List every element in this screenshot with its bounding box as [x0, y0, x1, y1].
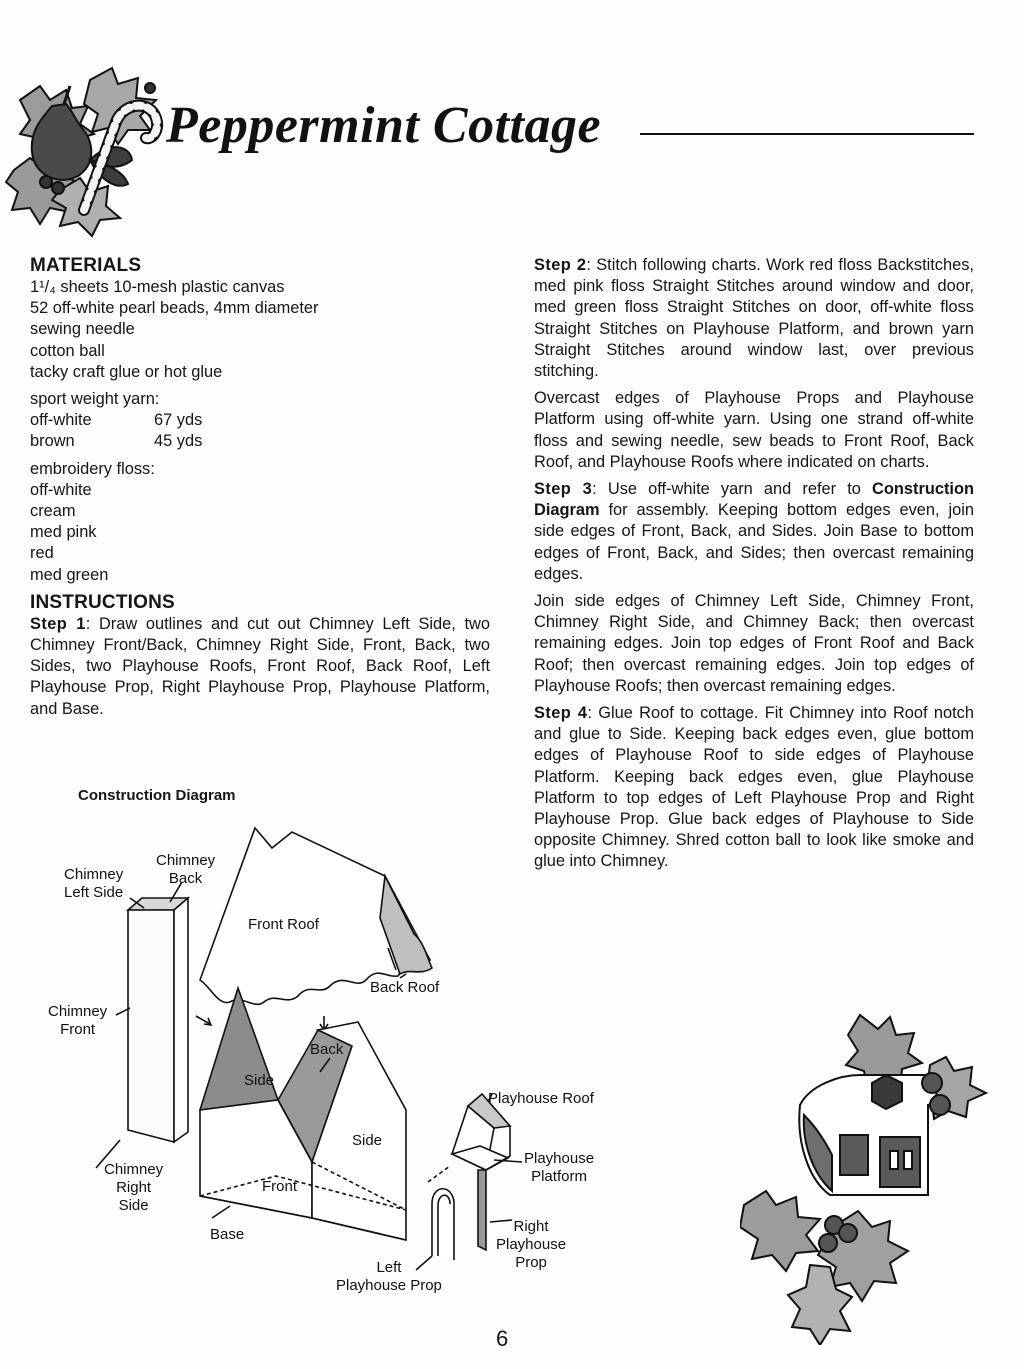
page-title: Peppermint Cottage — [166, 97, 602, 154]
door-icon — [880, 1137, 920, 1187]
holly-berry-icon — [839, 1224, 857, 1242]
right-column — [534, 255, 974, 879]
diagram-title: Construction Diagram — [78, 787, 236, 804]
construction-diagram — [40, 810, 640, 1310]
holly-berry-icon — [922, 1073, 942, 1093]
title-underline — [640, 133, 974, 135]
label-chimney-left-side: Chimney Left Side — [64, 866, 124, 901]
label-side-right: Side — [352, 1132, 383, 1149]
step-4-text: : Glue Roof to cottage. Fit Chimney into Roof notch and glue to Side. Keeping back edges even, glue bottom edges of Playhouse Roof to side edges of Playhouse Platform. Keeping back edges even, glue Playhouse Platform to top edges of Left Playhouse Prop and Right Playhouse Prop. Glue back edges of Playhouse to Side opposite Chimney. Shred cotton ball to look like smoke and glue into Chimney. — [534, 704, 974, 871]
holly-berry-icon — [52, 182, 64, 194]
step-2-paragraph-2: Overcast edges of Playhouse Props and Playhouse Platform using off-white yarn. Using one strand off-white floss and sewing needle, sew beads to Front Roof, Back Roof, and Playhouse Roofs where indicated on charts. — [534, 389, 974, 471]
label-front: Front — [262, 1178, 298, 1195]
label-chimney-front: Chimney Front — [48, 1003, 108, 1038]
holly-berry-icon — [145, 83, 155, 93]
yarn-qty: 45 yds — [154, 432, 203, 451]
step-2-text: : Stitch following charts. Work red floss Backstitches, med pink floss Straight Stitches around window and door, med green floss Straight Stitches on door, off-white floss Straight Stitches on Playhouse Platform, and brown yarn Straight Stitches around window last, over previous stitching. — [534, 256, 974, 381]
label-side-left: Side — [244, 1072, 275, 1089]
label-playhouse-roof: Playhouse Roof — [488, 1090, 594, 1107]
yarn-heading: sport weight yarn: — [30, 390, 160, 409]
floss-heading: embroidery floss: — [30, 459, 155, 478]
holly-berry-icon — [40, 176, 52, 188]
chimney-icon — [872, 1075, 902, 1109]
step-1-label: Step 1 — [30, 614, 86, 633]
right-prop-shape — [478, 1170, 486, 1250]
yarn-name: brown — [30, 432, 75, 451]
material-item: 1¹/₄ sheets 10-mesh plastic canvas — [30, 278, 285, 296]
step-1-text: : Draw outlines and cut out Chimney Left Side, two Chimney Front/Back, Chimney Right Side, Front, Back, two Sides, two Playhouse Roofs, Front Roof, Back Roof, Left Playhouse Prop, Right Playhouse Prop, Playhouse Platform, and Base. — [30, 614, 490, 718]
construction-diagram-ref: Construction Diagram — [534, 480, 974, 520]
window-icon — [840, 1135, 868, 1175]
left-column — [30, 255, 490, 726]
step-3-text-b: for assembly. Keeping bottom edges even, join side edges of Front, Back, and Sides. Join Base to bottom edges of Front, Back, and Sides; then overcast remaining edges. — [534, 501, 974, 583]
step-4-label: Step 4 — [534, 704, 588, 723]
holly-cottage-illustration — [740, 1005, 990, 1345]
step-2-paragraph — [534, 255, 974, 382]
label-back-roof: Back Roof — [370, 979, 440, 996]
label-left-playhouse-prop: Left Playhouse Prop — [336, 1259, 442, 1294]
left-prop-shape — [432, 1189, 454, 1260]
page-number: 6 — [496, 1326, 509, 1351]
step-3-paragraph-2: Join side edges of Chimney Left Side, Chimney Front, Chimney Right Side, and Chimney Back; then overcast remaining edges. Join top edges of Front Roof and Back Roof; then overcast remaining edges. Join top edges of Playhouse Roofs; then overcast remaining edges. — [534, 592, 974, 695]
yarn-qty: 67 yds — [154, 411, 203, 430]
instructions-heading: INSTRUCTIONS — [30, 591, 175, 613]
yarn-row — [30, 410, 490, 431]
material-item: tacky craft glue or hot glue — [30, 362, 223, 381]
step-1-paragraph — [30, 614, 490, 720]
holly-leaf-icon — [740, 1191, 820, 1271]
label-back: Back — [310, 1041, 344, 1058]
material-item: sewing needle — [30, 320, 135, 339]
label-right-playhouse-prop: Right Playhouse Prop — [496, 1218, 567, 1271]
floss-item: cream — [30, 502, 76, 521]
label-playhouse-platform: Playhouse Platform — [524, 1150, 595, 1185]
step-3-label: Step 3 — [534, 480, 593, 499]
material-item: 52 off-white pearl beads, 4mm diameter — [30, 299, 319, 318]
floss-item: red — [30, 544, 54, 563]
materials-heading: MATERIALS — [30, 255, 142, 276]
yarn-name: off-white — [30, 411, 92, 430]
material-item: cotton ball — [30, 341, 105, 360]
step-3-text: : Use off-white yarn and refer to — [592, 480, 873, 499]
yarn-row — [30, 431, 490, 452]
holly-berry-icon — [819, 1234, 837, 1252]
floss-item: med green — [30, 565, 109, 584]
chimney-shape — [128, 898, 188, 1142]
step-2-label: Step 2 — [534, 256, 587, 274]
label-chimney-back: Chimney Back — [156, 852, 216, 887]
house-shape — [200, 988, 406, 1240]
label-front-roof: Front Roof — [248, 916, 319, 933]
holly-berry-icon — [930, 1095, 950, 1115]
step-3-paragraph — [534, 479, 974, 585]
floss-item: med pink — [30, 523, 97, 542]
label-base: Base — [210, 1226, 245, 1243]
label-chimney-right-side: Chimney Right Side — [104, 1161, 164, 1214]
floss-item: off-white — [30, 480, 92, 499]
